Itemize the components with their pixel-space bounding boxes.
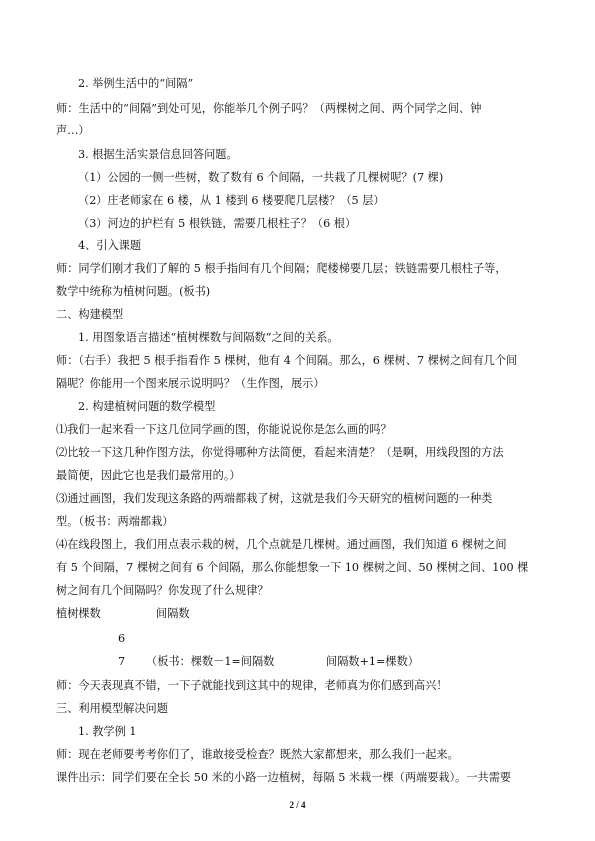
- table-cell: 7: [118, 655, 126, 668]
- paragraph-line: 最简便，因此它也是我们最常用的。）: [56, 469, 241, 482]
- paragraph-line: 隔呢？你能用一个图来展示说明吗？（生作图，展示）: [56, 377, 325, 390]
- paragraph-line: 师：生活中的“间隔”到处可见，你能举几个例子吗？（两棵树之间、两个同学之间、钟: [56, 102, 482, 115]
- paragraph-line: 数学中统称为植树问题。(板书): [56, 285, 211, 298]
- question-item: （1）公园的一侧一些树，数了数有 6 个间隔，一共栽了几棵树呢？(7 棵): [78, 171, 444, 184]
- paragraph-line: 师：今天表现真不错，一下子就能找到这其中的规律，老师真为你们感到高兴！: [56, 679, 448, 692]
- paragraph-line: 师：现在老师要考考你们了，谁敢接受检查？既然大家都想来，那么我们一起来。: [56, 748, 459, 761]
- heading-answer-questions: 3. 根据生活实景信息回答问题。: [78, 148, 238, 161]
- paragraph-line: 课件出示：同学们要在全长 50 米的小路一边植树，每隔 5 米栽一棵（两端要栽）。一共需要: [56, 771, 512, 784]
- board-note: （板书：棵数－1=间隔数: [146, 655, 275, 668]
- subheading: 2. 构建植树问题的数学模型: [78, 400, 216, 413]
- question-item: （2）庄老师家在 6 楼，从 1 楼到 6 楼要爬几层楼？（5 层）: [78, 194, 385, 207]
- paragraph-line: 声…）: [56, 124, 90, 137]
- table-header-trees: 植树棵数: [56, 607, 101, 620]
- paragraph-line: ⑴我们一起来看一下这几位同学画的图，你能说说你是怎么画的吗？: [56, 423, 392, 436]
- section-heading: 二、构建模型: [56, 308, 124, 321]
- board-note: 间隔数+1=棵数）: [326, 655, 419, 668]
- paragraph-line: 型。（板书：两端都栽）: [56, 515, 174, 528]
- paragraph-line: ⑶通过画图，我们发现这条路的两端都栽了树，这就是我们今天研究的植树问题的一种类: [56, 492, 493, 505]
- paragraph-line: ⑷在线段图上，我们用点表示栽的树，几个点就是几棵树。通过画图，我们知道 6 棵树之间: [56, 538, 507, 551]
- subheading: 1. 用图象语言描述“植树棵数与间隔数”之间的关系。: [78, 331, 339, 344]
- question-item: （3）河边的护栏有 5 根铁链，需要几根柱子？（6 根）: [78, 217, 357, 230]
- paragraph-line: ⑵比较一下这几种作图方法，你觉得哪种方法简便，看起来清楚？（是啊，用线段图的方法: [56, 446, 504, 459]
- table-header-intervals: 间隔数: [156, 607, 190, 620]
- paragraph-line: 有 5 个间隔，7 棵树之间有 6 个间隔，那么你能想象一下 10 棵树之间、50 棵树之间、100 棵: [56, 561, 529, 574]
- page-number: 2 / 4: [289, 800, 306, 810]
- heading-introduce-topic: 4、引入课题: [78, 239, 142, 252]
- paragraph-line: 师：（右手）我把 5 根手指看作 5 棵树，他有 4 个间隔。那么，6 棵树、7 棵树之间有几个间: [56, 354, 518, 367]
- paragraph-line: 师：同学们刚才我们了解的 5 根手指间有几个间隔；爬楼梯要几层；铁链需要几根柱子等，: [56, 262, 507, 275]
- section-heading: 三、利用模型解决问题: [56, 702, 168, 715]
- table-cell: 6: [118, 632, 126, 645]
- subheading: 1. 教学例 1: [78, 725, 137, 738]
- heading-example-intervals: 2. 举例生活中的“间隔”: [78, 77, 194, 90]
- paragraph-line: 树之间有几个间隔吗？你发现了什么规律？: [56, 584, 269, 597]
